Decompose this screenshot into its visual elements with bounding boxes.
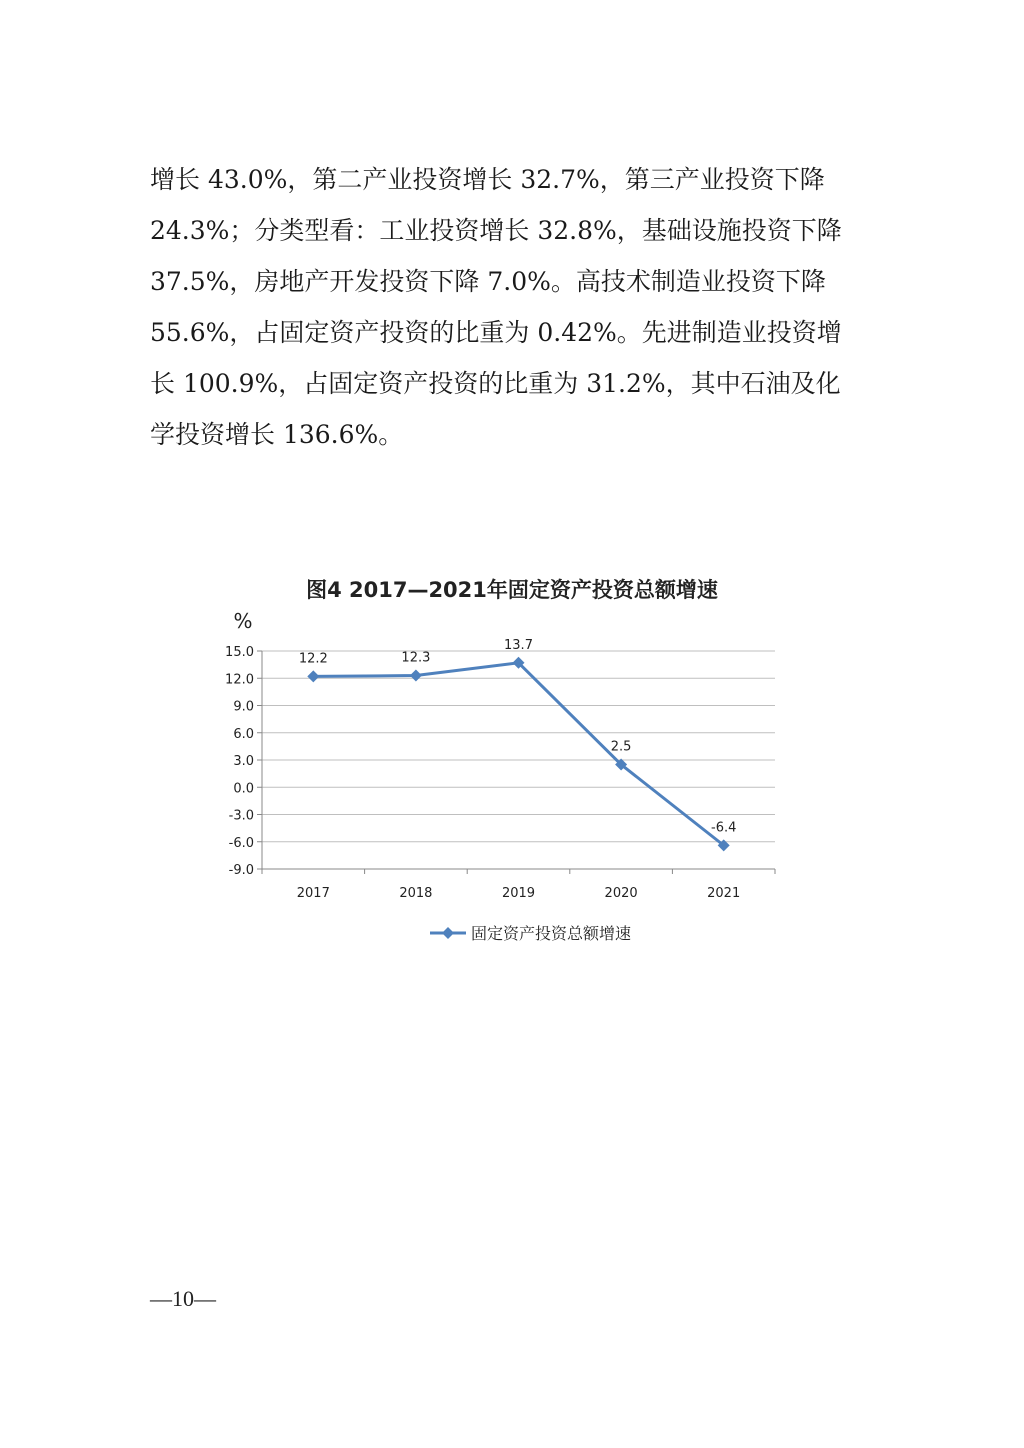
- x-tick-label: 2019: [501, 886, 536, 901]
- paragraph-line: 学投资增长 136.6%。: [150, 420, 404, 449]
- y-tick-label: 3.0: [233, 754, 254, 769]
- y-axis-label: %: [233, 609, 253, 633]
- y-tick-label: 0.0: [233, 781, 254, 797]
- page-number: —10—: [150, 1286, 216, 1311]
- y-tick-label: 15.0: [225, 645, 254, 660]
- paragraph-line: 24.3%；分类型看：工业投资增长 32.8%，基础设施投资下降: [150, 216, 842, 245]
- paragraph-line: 长 100.9%，占固定资产投资的比重为 31.2%，其中石油及化: [150, 369, 841, 398]
- y-tick-label: -3.0: [228, 808, 254, 824]
- data-label: 12.3: [401, 650, 431, 666]
- data-label: 12.2: [298, 651, 328, 667]
- y-tick-label: 6.0: [233, 726, 254, 742]
- x-tick-label: 2018: [399, 886, 433, 901]
- data-point: [410, 670, 422, 682]
- data-label: 2.5: [610, 739, 632, 755]
- y-tick-label: 12.0: [225, 672, 254, 688]
- y-tick-label: -6.0: [228, 835, 254, 851]
- legend-label: 固定资产投资总额增速: [471, 924, 632, 943]
- y-tick-label: -9.0: [228, 863, 254, 878]
- y-tick-label: 9.0: [233, 699, 254, 715]
- data-label: -6.4: [711, 820, 737, 836]
- chart-title: 图4 2017—2021年固定资产投资总额增速: [306, 578, 718, 602]
- x-tick-label: 2020: [604, 886, 638, 901]
- paragraph-line: 37.5%，房地产开发投资下降 7.0%。高技术制造业投资下降: [150, 267, 826, 296]
- series-line: [313, 663, 723, 846]
- paragraph-line: 55.6%，占固定资产投资的比重为 0.42%。先进制造业投资增: [150, 318, 842, 347]
- data-point: [307, 670, 319, 682]
- paragraph-line: 增长 43.0%，第二产业投资增长 32.7%，第三产业投资下降: [150, 165, 825, 194]
- x-tick-label: 2017: [296, 886, 330, 901]
- legend-marker: [442, 927, 454, 939]
- x-tick-label: 2021: [707, 886, 741, 901]
- data-label: 13.7: [504, 637, 533, 653]
